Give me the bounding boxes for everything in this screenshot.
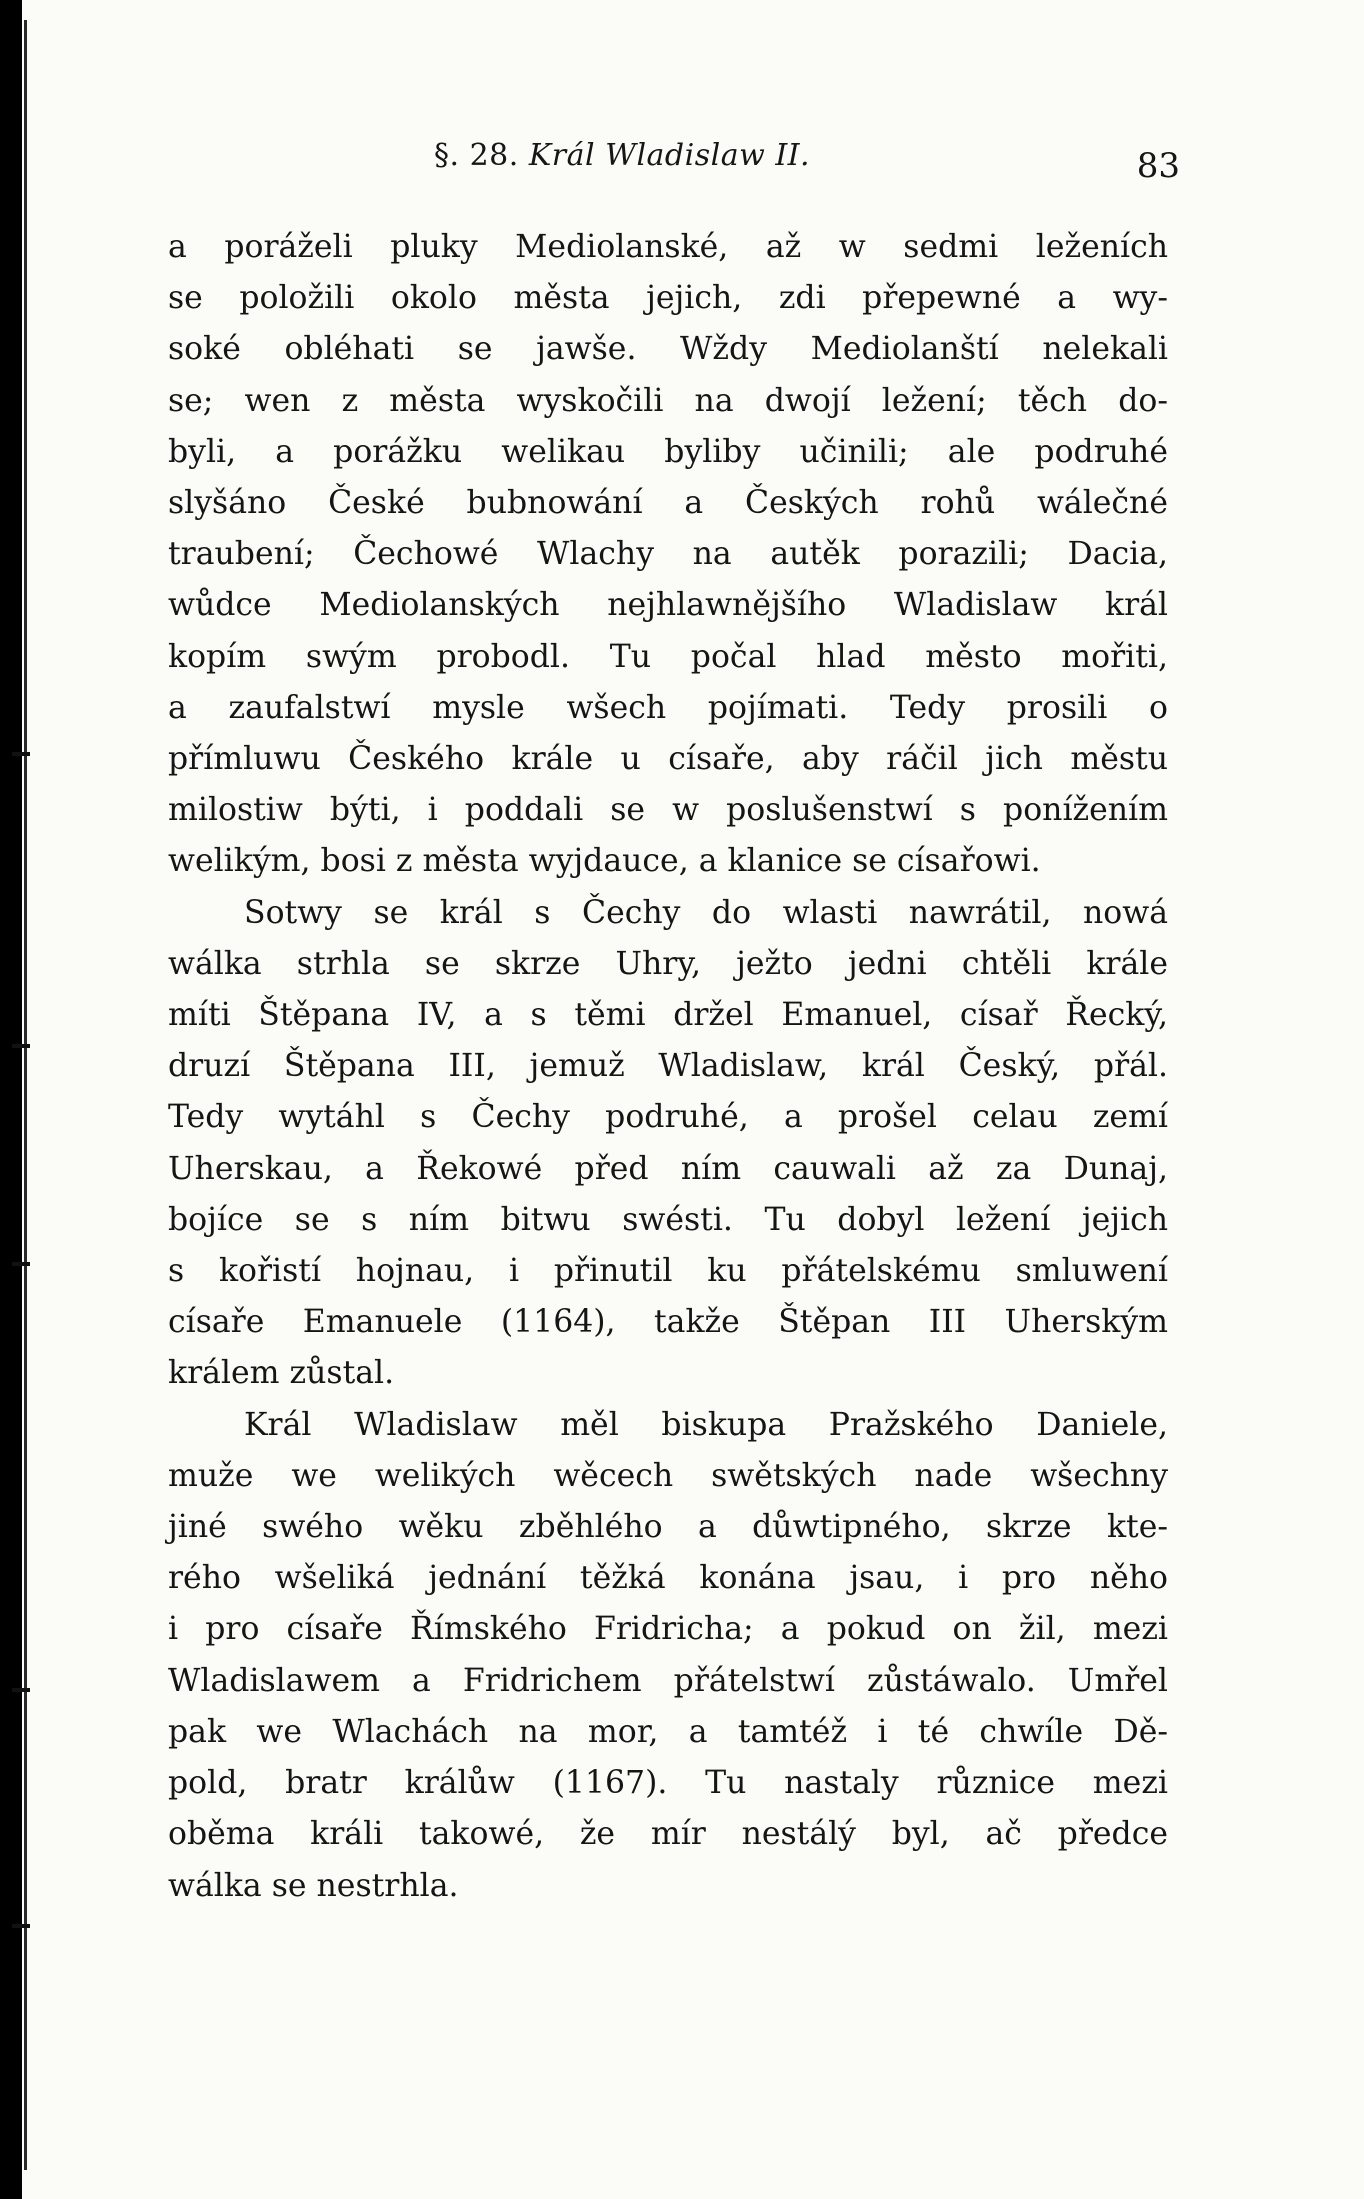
text-line: milostiw býti, i poddali se w poslušenstwí s ponížením — [168, 792, 1168, 829]
text-line: pak we Wlachách na mor, a tamtéž i té chwíle Dě- — [168, 1713, 1168, 1750]
text-line: jiné swého wěku zběhlého a důwtipného, skrze kte- — [168, 1509, 1168, 1546]
gutter-mark — [12, 1262, 30, 1266]
gutter-mark — [12, 752, 30, 756]
gutter-mark — [12, 1924, 30, 1928]
text-line: se položili okolo města jejich, zdi přepewné a wy- — [168, 280, 1168, 317]
text-line: oběma králi takowé, že mír nestálý byl, ač předce — [168, 1816, 1168, 1853]
text-line: wálka strhla se skrze Uhry, ježto jedni chtěli krále — [168, 945, 1168, 982]
text-line: císaře Emanuele (1164), takže Štěpan III Uherským — [168, 1304, 1168, 1341]
text-line: muže we welikých wěcech swětských nade wšechny — [168, 1457, 1168, 1494]
text-line: wálka se nestrhla. — [168, 1867, 459, 1904]
text-line: Tedy wytáhl s Čechy podruhé, a prošel celau zemí — [168, 1099, 1168, 1136]
chapter-title: Král Wladislaw II. — [528, 138, 811, 173]
text-line: i pro císaře Římského Fridricha; a pokud on žil, mezi — [168, 1611, 1168, 1648]
text-line: a poráželi pluky Mediolanské, až w sedmi leženích — [168, 229, 1168, 265]
gutter-mark — [12, 1688, 30, 1692]
binding-edge-line — [24, 20, 27, 2170]
text-line: soké obléhati se jawše. Wždy Mediolanští nelekali — [168, 331, 1168, 368]
text-line: přímluwu Českého krále u císaře, aby ráčil jich městu — [168, 741, 1168, 778]
section-number: §. 28. — [434, 138, 519, 173]
text-line: Sotwy se král s Čechy do wlasti nawrátil, nowá — [244, 894, 1168, 931]
page-number: 83 — [1136, 146, 1180, 186]
text-line: bojíce se s ním bitwu swésti. Tu dobyl ležení jejich — [168, 1201, 1168, 1238]
text-line: byli, a porážku welikau byliby učinili; ale podruhé — [168, 433, 1168, 470]
text-line: wůdce Mediolanských nejhlawnějšího Wladislaw král — [168, 587, 1168, 624]
text-line: králem zůstal. — [168, 1355, 395, 1392]
text-line: Uherskau, a Řekowé před ním cauwali až za Dunaj, — [168, 1150, 1168, 1187]
text-line: Wladislawem a Fridrichem přátelstwí zůstáwalo. Umřel — [168, 1662, 1168, 1699]
text-line: a zaufalstwí mysle wšech pojímati. Tedy prosili o — [168, 689, 1168, 726]
text-line: rého wšeliká jednání těžká konána jsau, i pro něho — [168, 1560, 1168, 1597]
running-head — [434, 138, 810, 173]
text-line: traubení; Čechowé Wlachy na autěk porazili; Dacia, — [168, 536, 1168, 573]
page-header — [434, 138, 1180, 188]
text-line: welikým, bosi z města wyjdauce, a klanice se císařowi. — [168, 843, 1041, 880]
gutter-mark — [12, 1044, 30, 1048]
text-line: druzí Štěpana III, jemuž Wladislaw, král Český, přál. — [168, 1048, 1168, 1085]
text-line: Král Wladislaw měl biskupa Pražského Daniele, — [244, 1406, 1168, 1443]
text-line: slyšáno České bubnowání a Českých rohů wálečné — [168, 485, 1168, 522]
text-line: míti Štěpana IV, a s těmi držel Emanuel, císař Řecký, — [168, 997, 1168, 1034]
text-line: kopím swým probodl. Tu počal hlad město mořiti, — [168, 638, 1168, 675]
text-line: s kořistí hojnau, i přinutil ku přátelskému smluwení — [168, 1253, 1168, 1290]
text-line: pold, bratr králůw (1167). Tu nastaly různice mezi — [168, 1765, 1168, 1802]
body-text — [168, 222, 1168, 1912]
text-line: se; wen z města wyskočili na dwojí ležení; těch do- — [168, 382, 1168, 419]
